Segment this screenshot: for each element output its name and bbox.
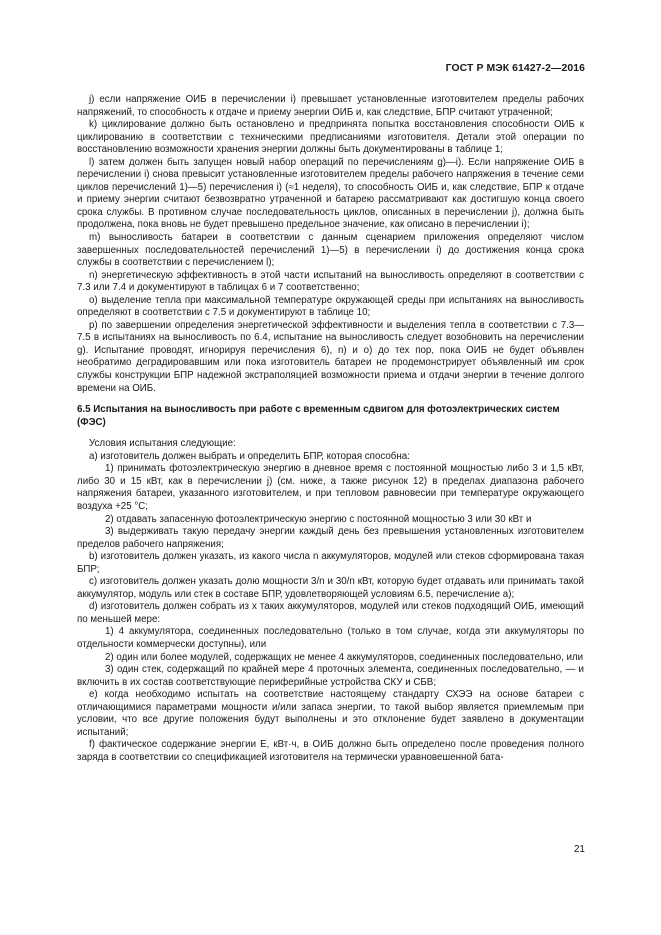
item-d-2: 2) один или более модулей, содержащих не менее 4 аккумуляторов, соединенных последовательно, или <box>105 651 584 663</box>
document-body <box>77 94 584 764</box>
item-a-1: 1) принимать фотоэлектрическую энергию в дневное время с постоянной мощностью либо 3 и 1,5 кВт, либо 30 и 15 кВт, как в перечислении j) (см. ниже, а также рисунок 12) в пределах диапазона рабочего напряжения батареи, указанного изготовителем, и при тепловом равновесии при температуре окружающего воздуха +25 °С; <box>77 463 584 512</box>
item-a-2: 2) отдавать запасенную фотоэлектрическую энергию с постоянной мощностью 3 или 30 кВт и <box>105 513 532 525</box>
test-conditions-intro: Условия испытания следующие: <box>89 438 236 450</box>
item-d-3: 3) один стек, содержащий по крайней мере 4 проточных элемента, соединенных последовательно, — и включить в их состав соответствующие периферийные устройства СКУ и СБВ; <box>77 664 584 688</box>
item-n: n) энергетическую эффективность в этой части испытаний на выносливость определяют в соответствии с 7.3 или 7.4 и документируют в таблицах 6 и 7 соответственно; <box>77 269 584 294</box>
item-a-3: 3) выдерживать такую передачу энергии каждый день без превышения установленных изготовителем пределов рабочего напряжения; <box>77 526 584 550</box>
page-number: 21 <box>573 844 585 855</box>
item-a: a) изготовитель должен выбрать и определить БПР, которая способна: <box>89 450 410 462</box>
item-e: e) когда необходимо испытать на соответствие настоящему стандарту СХЭЭ на основе батареи с отличающимися параметрами мощности и/или запаса энергии, то такой выбор является приемлемым при условии, что все другие положения будут выполнены и это отклонение будет заявлено в документации испытаний; <box>77 689 584 738</box>
item-b: b) изготовитель должен указать, из какого числа n аккумуляторов, модулей или стеков сформирована такая БПР; <box>77 551 584 575</box>
item-l: l) затем должен быть запущен новый набор операций по перечислениям g)—i). Если напряжение ОИБ в перечислении i) снова превысит установленные изготовителем пределы рабочего напряжения в течение семи циклов перечислений 1)—5) перечисления i) (≈1 неделя), то способность ОИБ и, как следствие, БПР к отдаче и приему энергии считают безвозвратно утраченной и батарею рассматривают как достигшую конца своего срока службы. В противном случае последовательность циклов, описанных в перечислении j), должна быть продолжена, пока вновь не будет превышено предельное значение, как описано в перечислении i); <box>77 156 584 231</box>
item-m: m) выносливость батареи в соответствии с данным сценарием приложения определяют числом завершенных последовательностей перечислений 1)—5) в перечислении i) до достижения конца срока службы в соответствии с перечислением l); <box>77 232 584 269</box>
section-heading-6-5: 6.5 Испытания на выносливость при работе с временным сдвигом для фотоэлектрических систем (ФЭС) <box>77 404 560 428</box>
item-o: o) выделение тепла при максимальной температуре окружающей среды при испытаниях на выносливость определяют в соответствии с 7.5 и документируют в таблице 10; <box>77 294 584 319</box>
item-k: k) циклирование должно быть остановлено и предпринята попытка восстановления способности ОИБ к циклированию в соответствии с техническими предписаниями изготовителя. Детали этой операции по восстановлению возможности хранения энергии должны быть документированы в таблице 1; <box>77 119 584 156</box>
item-j: j) если напряжение ОИБ в перечислении i) превышает установленные изготовителем пределы рабочих напряжений, то способность к отдаче и приему энергии ОИБ и, как следствие, БПР считают утраченной; <box>77 94 584 118</box>
standard-code-header: ГОСТ Р МЭК 61427-2—2016 <box>445 63 585 74</box>
item-d-1: 1) 4 аккумулятора, соединенных последовательно (только в том случае, когда эти аккумуляторы по отдельности коммерчески доступны), или <box>77 626 584 650</box>
item-c: c) изготовитель должен указать долю мощности 3/n и 30/n кВт, которую будет отдавать или принимать такой аккумулятор, модуль или стек в составе БПР, удовлетворяющей условиям 6.5, перечисление a); <box>77 576 584 600</box>
item-d: d) изготовитель должен собрать из x таких аккумуляторов, модулей или стеков подходящий ОИБ, имеющий по меньшей мере: <box>77 601 584 625</box>
item-p: p) по завершении определения энергетической эффективности и выделения тепла в соответствии с 7.3—7.5 в испытаниях на выносливость по 6.4, испытание на выносливость следует возобновить на перечислении g). Испытание проводят, игнорируя перечисления 6), n) и o) до тех пор, пока ОИБ не будет объявлен необратимо деградировавшим или пока изготовитель батареи не продемонстрирует объявленный им срок службы конструкции БПР надежной экстраполяцией возможности приема и отдачи энергии в течение долгого времени на ОИБ. <box>77 319 584 394</box>
item-f: f) фактическое содержание энергии E, кВт·ч, в ОИБ должно быть определено после проведения полного заряда в соответствии со спецификацией изготовителя на термически уравновешенной бата- <box>77 739 584 763</box>
